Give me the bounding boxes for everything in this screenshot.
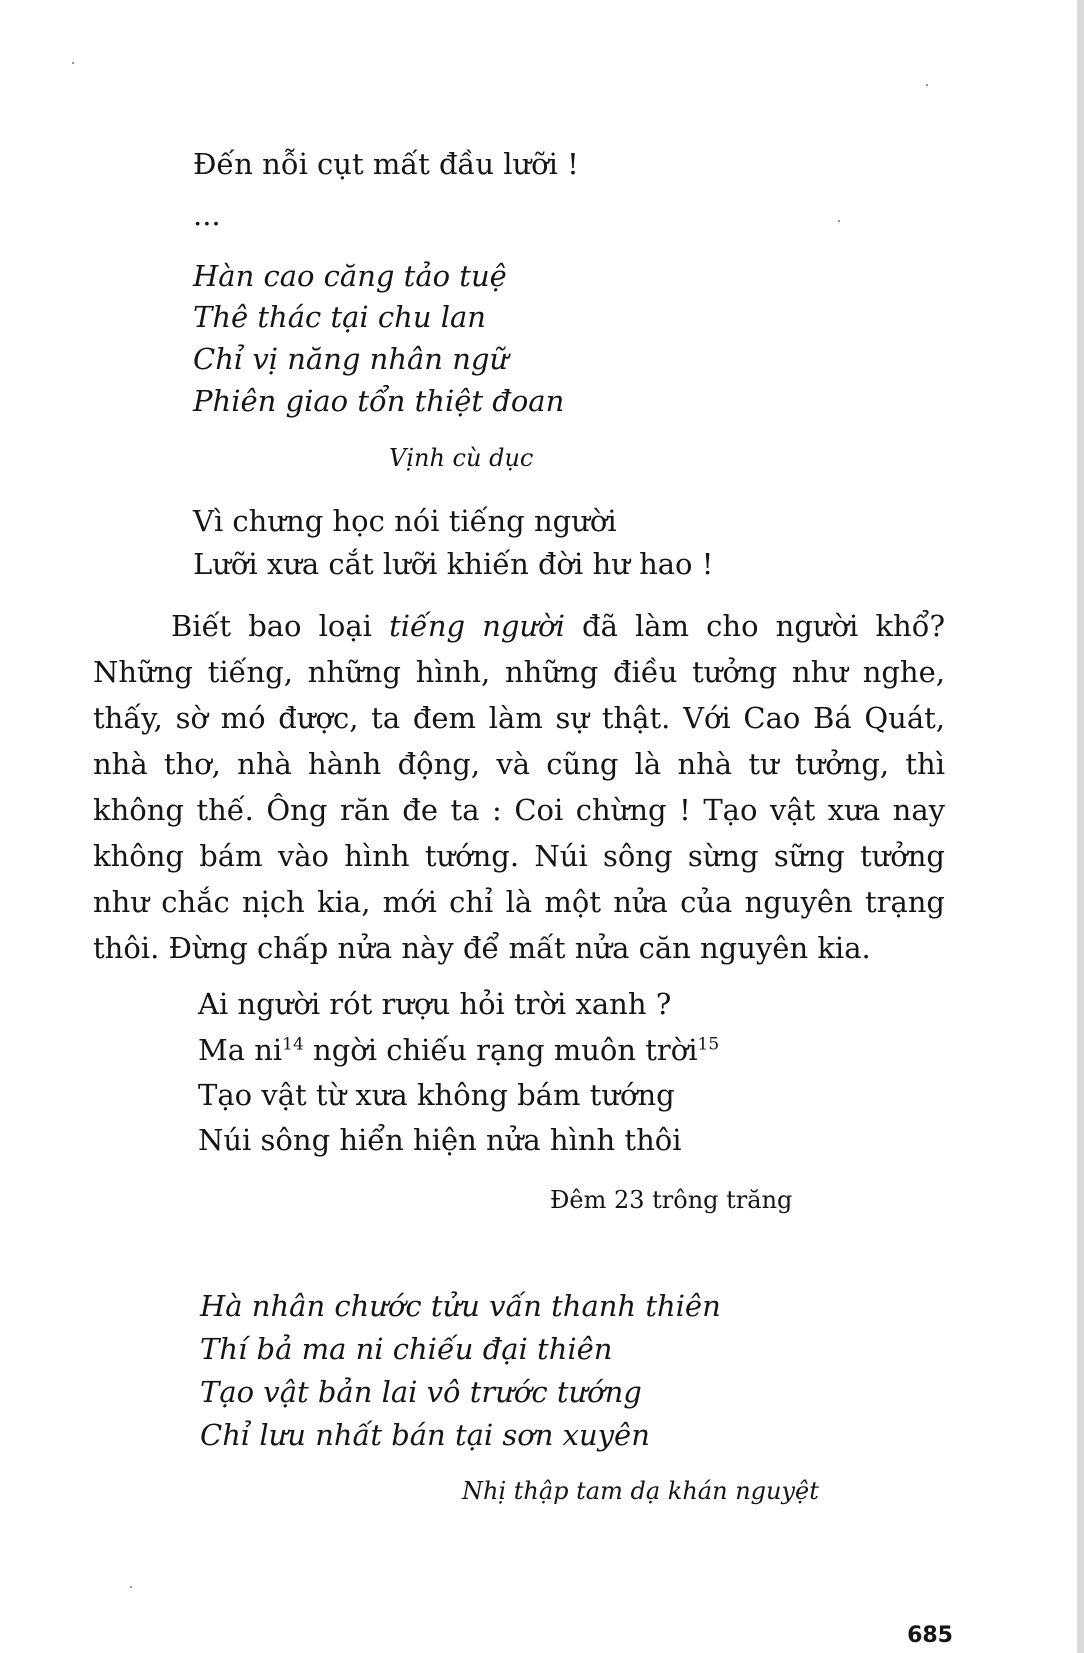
han-verse-line: Chỉ lưu nhất bán tại sơn xuyên: [200, 1418, 650, 1452]
verse-line: [198, 1033, 720, 1067]
han-verse-line: Thê thác tại chu lan: [193, 300, 486, 334]
verse-line: Đến nỗi cụt mất đầu lưỡi !: [193, 147, 579, 181]
verse-line: Ai người rót rượu hỏi trời xanh ?: [198, 987, 672, 1021]
verse-text: Ma ni: [198, 1033, 283, 1067]
poem-title: Vịnh cù dục: [389, 444, 534, 472]
verse-line: Vì chưng học nói tiếng người: [193, 504, 617, 538]
verse-line: Tạo vật từ xưa không bám tướng: [198, 1078, 675, 1112]
paragraph-text-rest: đã làm cho người khổ? Những tiếng, những hình, những điều tưởng như nghe, thấy, sờ mó được, ta đem làm sự thật. Với Cao Bá Quát, nhà thơ, nhà hành động, và cũng là nhà tư tưởng, thì không thế. Ông răn đe ta : Coi chừng ! Tạo vật xưa nay không bám vào hình tướng. Núi sông sừng sững tưởng như chắc nịch kia, mới chỉ là một nửa của nguyên trạng thôi. Đừng chấp nửa này để mất nửa căn nguyên kia.: [93, 609, 945, 965]
han-verse-line: Hàn cao căng tảo tuệ: [193, 259, 507, 293]
body-paragraph: [93, 603, 945, 971]
verse-text: ngời chiếu rạng muôn trời: [303, 1033, 698, 1067]
page-edge-shadow: [1077, 0, 1084, 1653]
scan-speck: [926, 84, 928, 86]
han-verse-line: Thí bả ma ni chiếu đại thiên: [200, 1332, 613, 1366]
han-verse-line: Hà nhân chước tửu vấn thanh thiên: [200, 1289, 721, 1323]
scan-speck: [72, 62, 74, 64]
scan-speck: [838, 220, 840, 222]
poem-title: Nhị thập tam dạ khán nguyệt: [462, 1477, 819, 1505]
footnote-marker: 14: [282, 1034, 304, 1055]
verse-line: Lưỡi xưa cắt lưỡi khiến đời hư hao !: [193, 547, 714, 581]
scan-speck: [130, 1586, 132, 1588]
paragraph-italic-phrase: tiếng người: [389, 609, 565, 643]
poem-title: Đêm 23 trông trăng: [550, 1186, 793, 1214]
han-verse-line: Tạo vật bản lai vô trước tướng: [200, 1375, 642, 1409]
paragraph-text-start: Biết bao loại: [171, 609, 390, 643]
han-verse-line: Phiên giao tổn thiệt đoan: [193, 384, 565, 418]
footnote-marker: 15: [697, 1034, 720, 1055]
ellipsis: ...: [193, 198, 221, 232]
verse-line: Núi sông hiển hiện nửa hình thôi: [198, 1123, 682, 1157]
page-number: 685: [907, 1623, 953, 1648]
han-verse-line: Chỉ vị năng nhân ngữ: [193, 342, 509, 376]
